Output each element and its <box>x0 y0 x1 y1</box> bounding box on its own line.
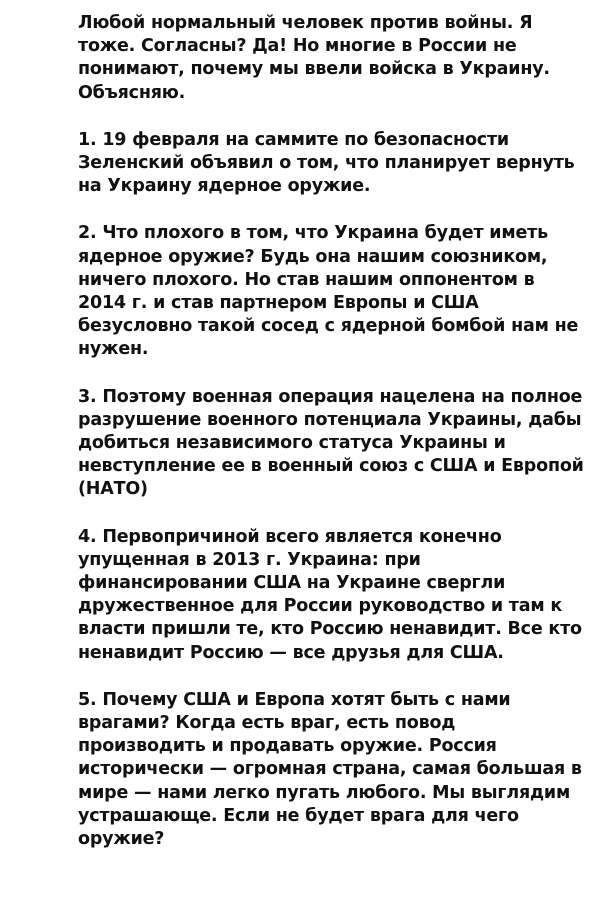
paragraph-point-3: 3. Поэтому военная операция нацелена на полное разрушение военного потенциала Украины, дабы добиться независимого статуса Украины и невступление ее в военный союз с США и Европой (НАТО) <box>78 386 584 500</box>
paragraph-intro: Любой нормальный человек против войны. Я тоже. Согласны? Да! Но многие в России не понимают, почему мы ввели войска в Украину. Объясняю. <box>78 13 550 103</box>
paragraph-point-4: 4. Первопричиной всего является конечно упущенная в 2013 г. Украина: при финансировании США на Украине свергли дружественное для России руководство и там к власти пришли те, кто Россию ненавидит. Все кто ненавидит Россию — все друзья для США. <box>78 526 582 663</box>
paragraph-point-5: 5. Почему США и Европа хотят быть с нами врагами? Когда есть враг, есть повод производить и продавать оружие. Россия исторически — огромная страна, самая большая в мире — нами легко пугать любого. Мы выглядим устрашающе. Если не будет врага для чего оружие? <box>78 689 582 850</box>
document-body <box>78 12 588 875</box>
paragraph-point-2: 2. Что плохого в том, что Украина будет иметь ядерное оружие? Будь она нашим союзником, ничего плохого. Но став нашим оппонентом в 2014 г. и став партнером Европы и США безусловно такой сосед с ядерной бомбой нам не нужен. <box>78 223 579 360</box>
paragraph-point-1: 1. 19 февраля на саммите по безопасности Зеленский объявил о том, что планирует вернуть на Украину ядерное оружие. <box>78 129 575 197</box>
